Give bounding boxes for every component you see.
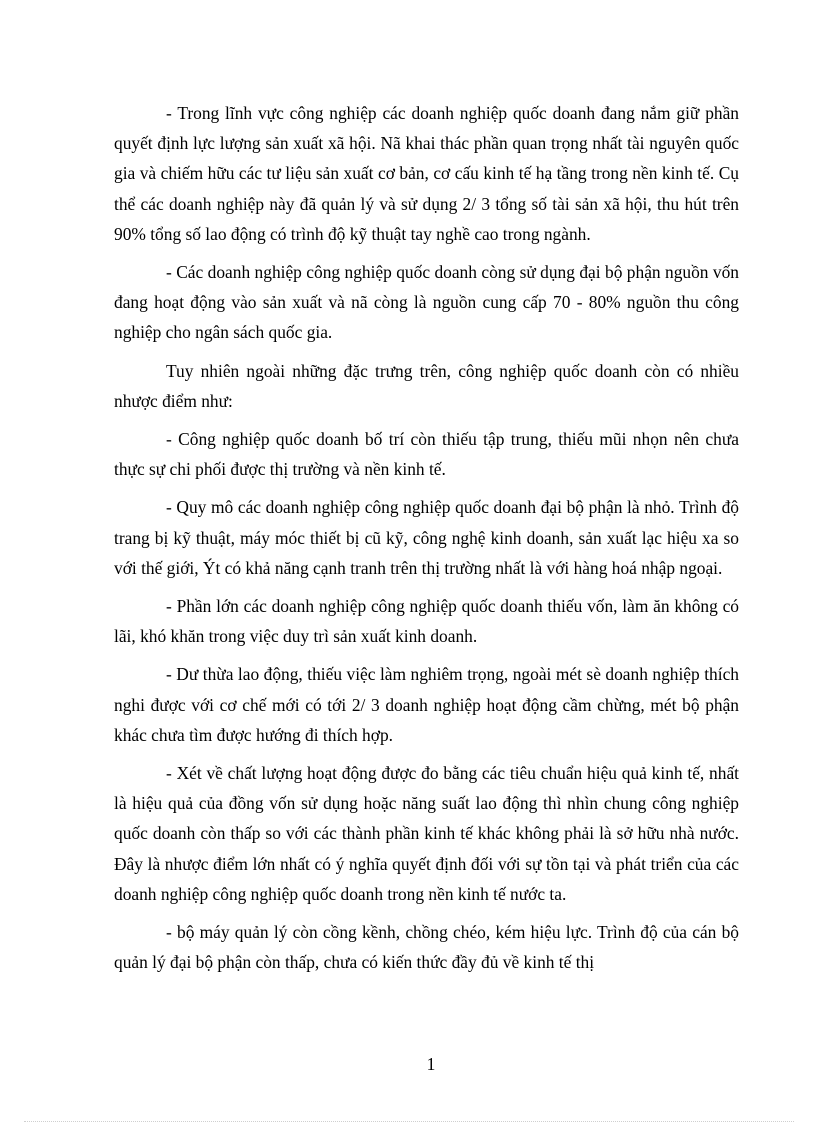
- body-text: [114, 98, 739, 985]
- paragraph: - Công nghiệp quốc doanh bố trí còn thiếu tập trung, thiếu mũi nhọn nên chưa thực sự chi phối được thị trường và nền kinh tế.: [114, 429, 739, 480]
- page-bottom-border: [24, 1121, 794, 1122]
- page-number: 1: [426, 1054, 436, 1074]
- paragraph: - Quy mô các doanh nghiệp công nghiệp quốc doanh đại bộ phận là nhỏ. Trình độ trang bị kỹ thuật, máy móc thiết bị cũ kỹ, công nghệ kinh doanh, sản xuất lạc hiệu xa so với thế giới, Ýt có khả năng cạnh tranh trên thị trường nhất là với hàng hoá nhập ngoại.: [114, 497, 739, 578]
- paragraph: - Các doanh nghiệp công nghiệp quốc doanh còng sử dụng đại bộ phận nguồn vốn đang hoạt động vào sản xuất và nã còng là nguồn cung cấp 70 - 80% nguồn thu công nghiệp cho ngân sách quốc gia.: [114, 262, 739, 343]
- paragraph: - bộ máy quản lý còn cồng kềnh, chồng chéo, kém hiệu lực. Trình độ của cán bộ quản lý đại bộ phận còn thấp, chưa có kiến thức đầy đủ về kinh tế thị: [114, 922, 739, 973]
- paragraph: - Xét về chất lượng hoạt động được đo bằng các tiêu chuẩn hiệu quả kinh tế, nhất là hiệu quả của đồng vốn sử dụng hoặc năng suất lao động thì nhìn chung công nghiệp quốc doanh còn thấp so với các thành phần kinh tế khác không phải là sở hữu nhà nước. Đây là nhược điểm lớn nhất có ý nghĩa quyết định đối với sự tồn tại và phát triển của các doanh nghiệp công nghiệp quốc doanh trong nền kinh tế nước ta.: [114, 763, 739, 904]
- paragraph: Tuy nhiên ngoài những đặc trưng trên, công nghiệp quốc doanh còn có nhiều nhược điểm như:: [114, 360, 739, 411]
- paragraph: - Trong lĩnh vực công nghiệp các doanh nghiệp quốc doanh đang nắm giữ phần quyết định lực lượng sản xuất xã hội. Nã khai thác phần quan trọng nhất tài nguyên quốc gia và chiếm hữu các tư liệu sản xuất cơ bản, cơ cấu kinh tế hạ tầng trong nền kinh tế. Cụ thể các doanh nghiệp này đã quản lý và sử dụng 2/ 3 tổng số tài sản xã hội, thu hút trên 90% tổng số lao động có trình độ kỹ thuật tay nghề cao trong ngành.: [114, 103, 739, 244]
- paragraph: - Dư thừa lao động, thiếu việc làm nghiêm trọng, ngoài mét sè doanh nghiệp thích nghi được với cơ chế mới có tới 2/ 3 doanh nghiệp hoạt động cầm chừng, mét bộ phận khác chưa tìm được hướng đi thích hợp.: [114, 664, 739, 745]
- paragraph: - Phần lớn các doanh nghiệp công nghiệp quốc doanh thiếu vốn, làm ăn không có lãi, khó khăn trong việc duy trì sản xuất kinh doanh.: [114, 596, 739, 647]
